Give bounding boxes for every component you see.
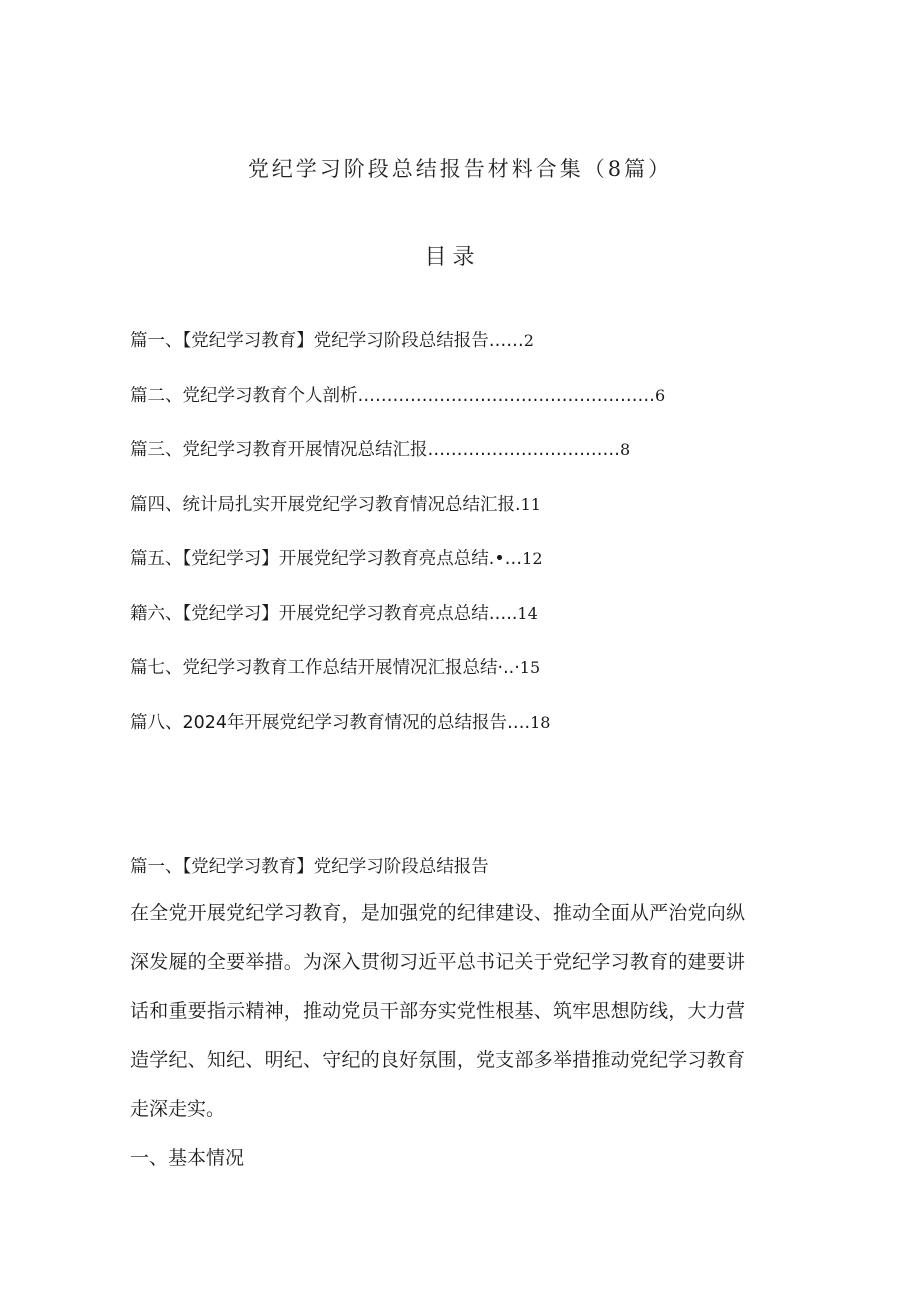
toc-entry-leader: ….	[507, 712, 531, 733]
toc-entry[interactable]	[130, 436, 650, 491]
toc-entry-label: 篇八、2024年开展党纪学习教育情况的总结报告	[130, 712, 508, 733]
toc-entry-page: 12	[522, 549, 543, 568]
toc-heading: 目录	[424, 245, 481, 270]
toc-entry-leader: ……………………………………………	[357, 385, 655, 406]
toc-entry-page: 8	[620, 440, 631, 459]
toc-entry-page: 14	[517, 603, 538, 623]
toc-entry-label: 篇三、党纪学习教育开展情况总结汇报	[130, 440, 428, 460]
toc-entry-leader: …..	[488, 603, 518, 624]
section-subheading: 一、基本情况	[130, 1147, 245, 1169]
toc-entry-leader: .•…	[488, 549, 523, 569]
toc-entry-label: 篇五、【党纪学习】开展党纪学习教育亮点总结	[130, 549, 489, 569]
toc-entry-label: 篇四、统计局扎实开展党纪学习教育情况总结汇报	[130, 494, 515, 515]
toc-entry[interactable]	[130, 382, 666, 437]
toc-entry-leader: ·..·	[497, 658, 520, 678]
toc-entry[interactable]	[130, 709, 650, 764]
document-title: 党纪学习阶段总结报告材料合集（8篇）	[247, 157, 673, 181]
toc-entry-page: 2	[523, 331, 534, 350]
toc-entry-page: 15	[519, 658, 541, 677]
toc-entry-leader: .	[515, 494, 521, 515]
toc-entry[interactable]	[130, 654, 650, 709]
toc-entry[interactable]	[130, 600, 650, 655]
toc-entry-label: 籍六、【党纪学习】开展党纪学习教育亮点总结	[130, 603, 489, 624]
toc-entry-leader: ……	[488, 331, 524, 351]
toc-entry-label: 篇二、党纪学习教育个人剖析	[130, 385, 358, 406]
toc-entry[interactable]	[130, 491, 650, 546]
toc-entry-page: 18	[530, 712, 551, 732]
toc-entry[interactable]	[130, 545, 650, 600]
toc-entry-label: 篇七、党纪学习教育工作总结开展情况汇报总结	[130, 658, 498, 678]
section-one	[130, 852, 745, 1183]
section-title: 篇一、【党纪学习教育】党纪学习阶段总结报告	[130, 857, 489, 877]
toc-entry[interactable]	[130, 327, 650, 382]
section-paragraph: 在全党开展党纪学习教育，是加强党的纪律建设、推动全面从严治党向纵深发屣的全要举措。为深入贯彻习近平总书记关于党纪学习教育的建要讲话和重要指示精神，推动党员干部夯实党性根基、筑牢思想防线，大力营造学纪、知纪、明纪、守纪的良好氛围，党支部多举措推动党纪学习教育走深走实。	[130, 902, 745, 1120]
toc-entry-page: 11	[520, 494, 541, 514]
toc-entry-label: 篇一、【党纪学习教育】党纪学习阶段总结报告	[130, 331, 489, 351]
toc-entry-leader: ……………………………	[427, 440, 620, 460]
table-of-contents	[130, 327, 666, 763]
toc-entry-page: 6	[655, 385, 666, 405]
